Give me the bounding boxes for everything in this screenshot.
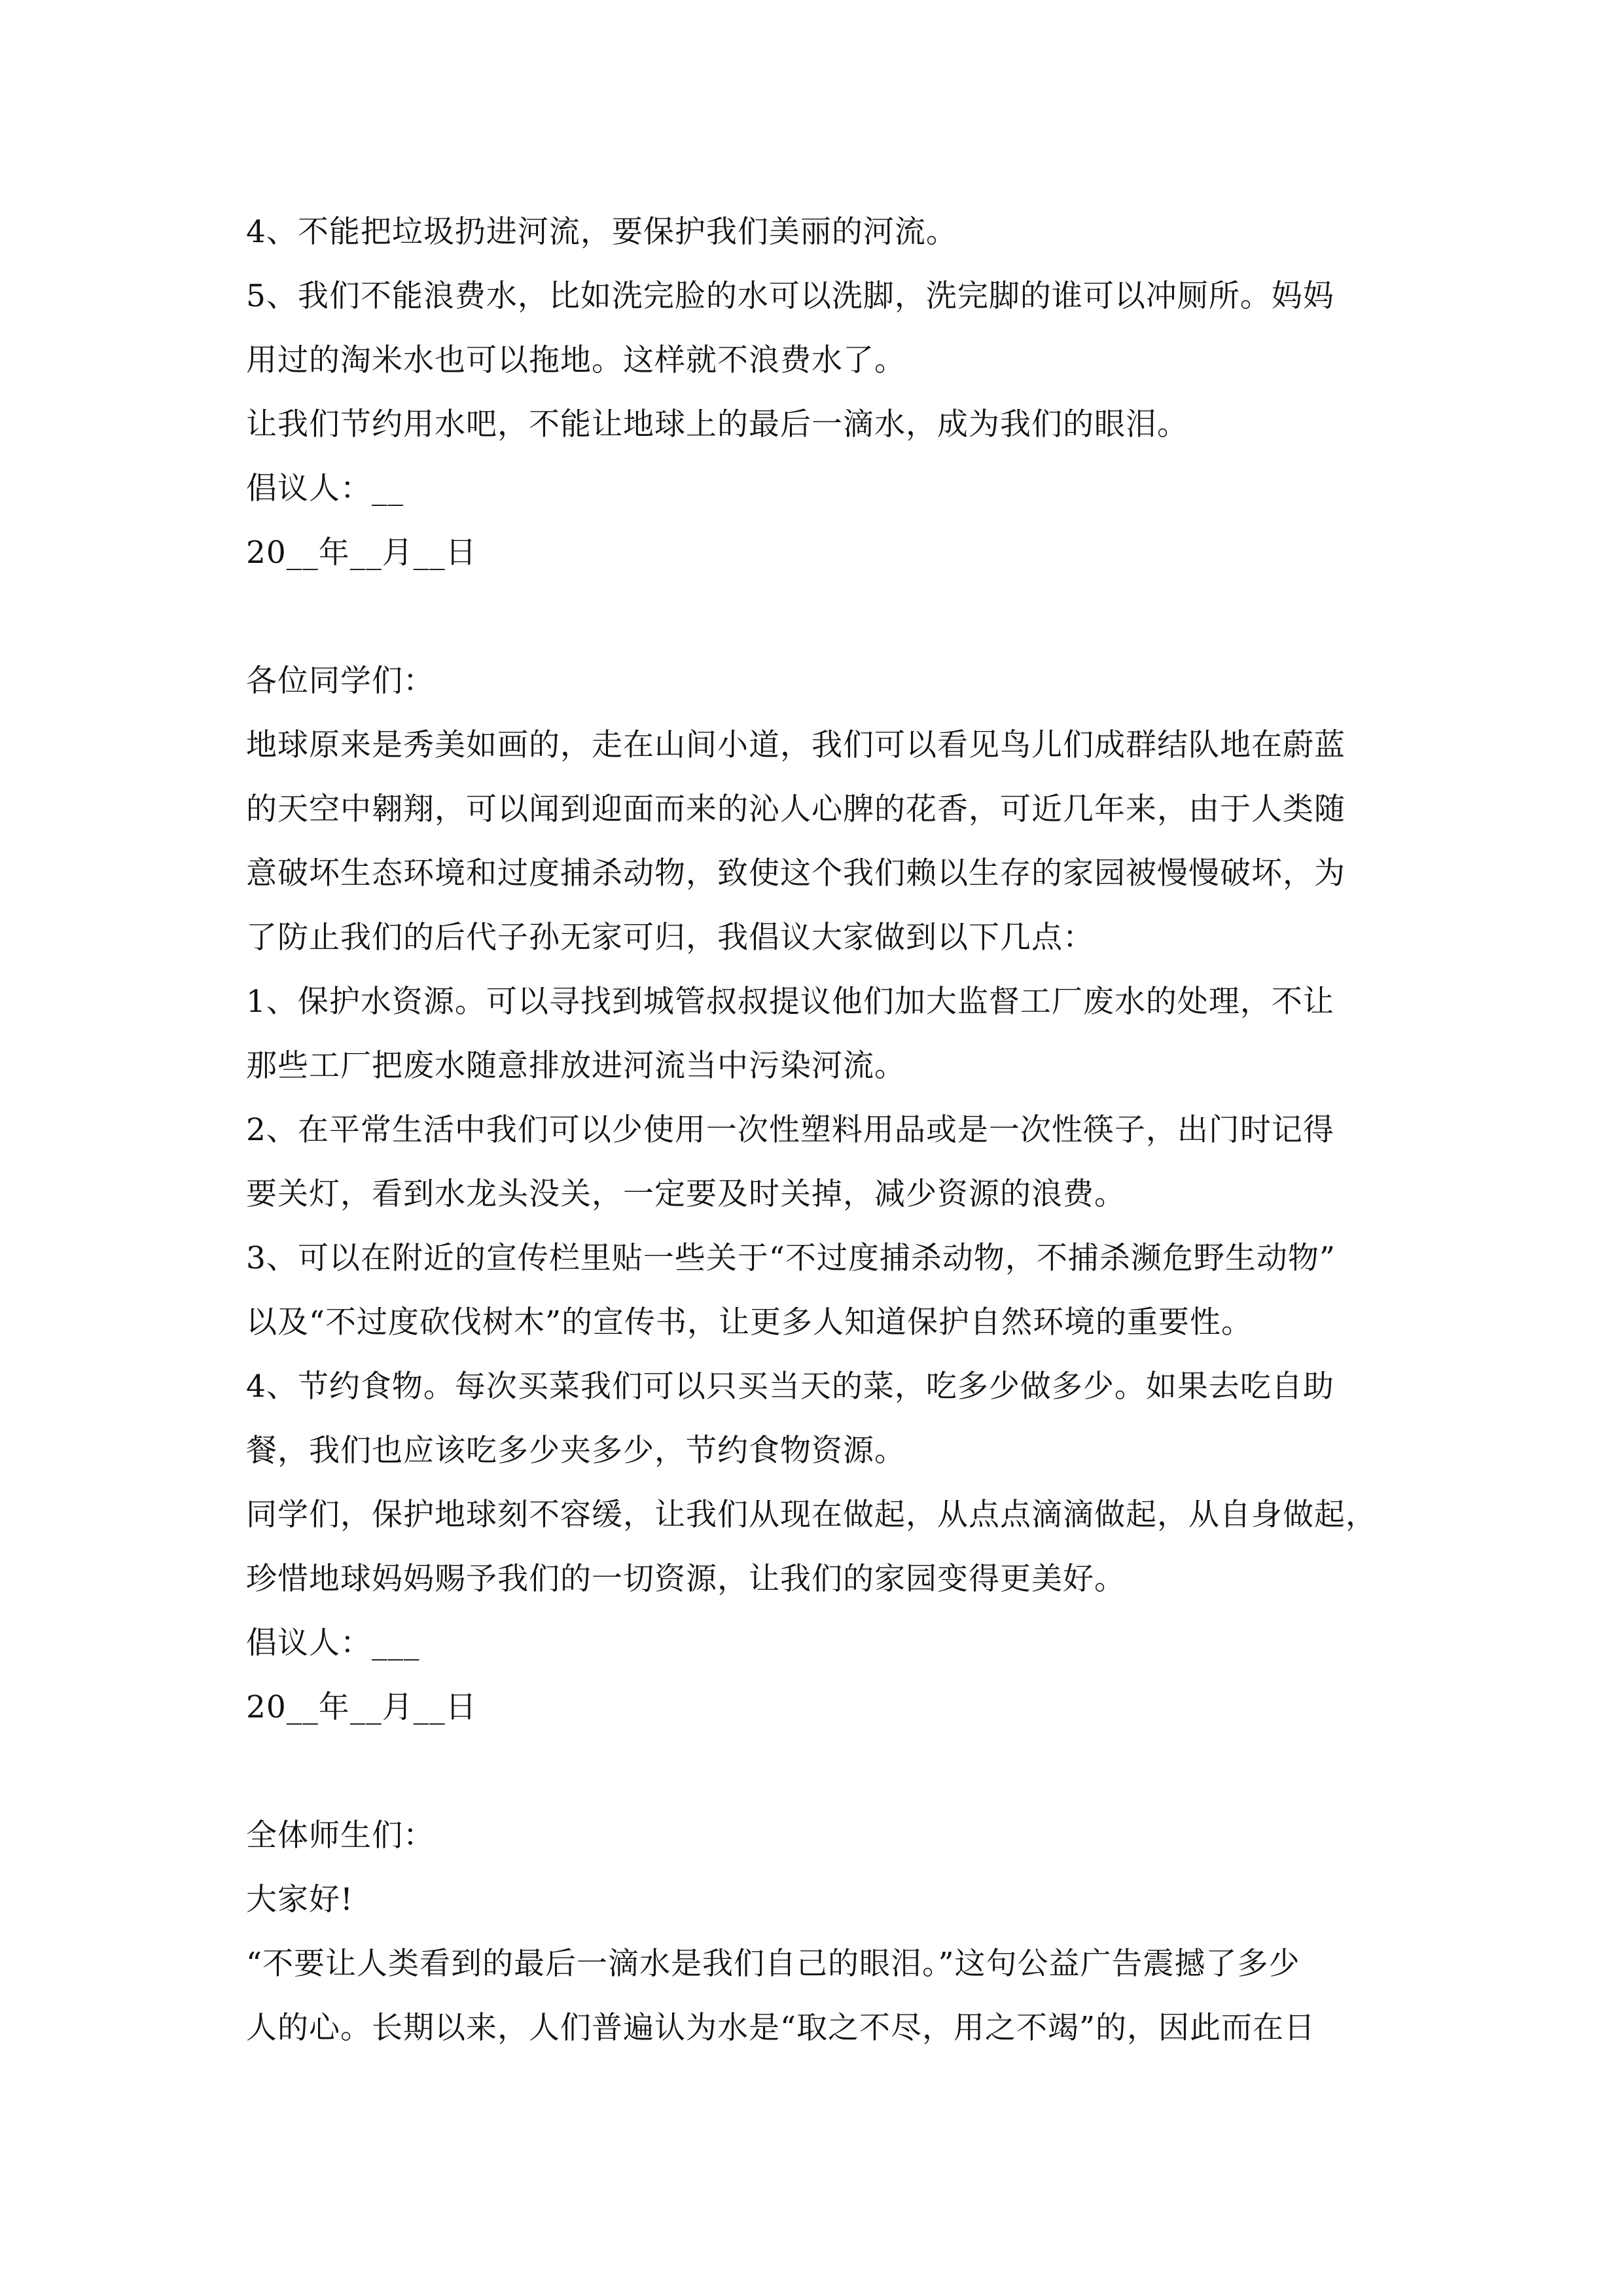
list-item: 5、我们不能浪费水，比如洗完脸的水可以洗脚，洗完脚的谁可以冲厕所。妈妈 (246, 278, 1334, 314)
paragraph-line: 人的心。长期以来，人们普遍认为水是“取之不尽，用之不竭”的，因此而在日 (246, 2010, 1316, 2046)
signer-line: 倡议人：___ (246, 1625, 420, 1661)
water-proposal-section (246, 200, 1385, 585)
section-spacer (246, 1740, 1385, 1804)
signer-line: 倡议人：__ (246, 471, 404, 507)
speech-section (246, 1804, 1385, 2060)
list-item: 3、可以在附近的宣传栏里贴一些关于“不过度捕杀动物，不捕杀濒危野生动物” (246, 1240, 1336, 1276)
list-item: 4、节约食物。每次买菜我们可以只买当天的菜，吃多少做多少。如果去吃自助 (246, 1369, 1334, 1405)
closing-paragraph: 珍惜地球妈妈赐予我们的一切资源，让我们的家园变得更美好。 (246, 1561, 1126, 1597)
list-item-continuation: 以及“不过度砍伐树木”的宣传书，让更多人知道保护自然环境的重要性。 (246, 1304, 1253, 1340)
paragraph-line: 意破坏生态环境和过度捕杀动物，致使这个我们赖以生存的家园被慢慢破坏，为 (246, 855, 1346, 891)
closing-paragraph: 同学们，保护地球刻不容缓，让我们从现在做起，从点点滴滴做起，从自身做起， (246, 1497, 1377, 1533)
list-item: 4、不能把垃圾扔进河流，要保护我们美丽的河流。 (246, 214, 957, 250)
list-item-continuation: 餐，我们也应该吃多少夹多少，节约食物资源。 (246, 1433, 906, 1469)
list-item-continuation: 要关灯，看到水龙头没关，一定要及时关掉，减少资源的浪费。 (246, 1176, 1126, 1212)
list-item: 2、在平常生活中我们可以少使用一次性塑料用品或是一次性筷子，出门时记得 (246, 1112, 1334, 1148)
list-item-continuation: 用过的淘米水也可以拖地。这样就不浪费水了。 (246, 342, 906, 378)
paragraph-line: 的天空中翱翔，可以闻到迎面而来的沁人心脾的花香，可近几年来，由于人类随 (246, 791, 1346, 827)
list-item-continuation: 那些工厂把废水随意排放进河流当中污染河流。 (246, 1048, 906, 1084)
paragraph-line: 地球原来是秀美如画的，走在山间小道，我们可以看见鸟儿们成群结队地在蔚蓝 (246, 727, 1346, 763)
list-item: 1、保护水资源。可以寻找到城管叔叔提议他们加大监督工厂废水的处理，不让 (246, 984, 1334, 1020)
section-spacer (246, 585, 1385, 649)
document-body (246, 200, 1385, 2060)
earth-proposal-section (246, 649, 1385, 1740)
salutation: 大家好! (246, 1882, 353, 1918)
date-line: 20__年__月__日 (246, 535, 477, 571)
greeting: 全体师生们： (246, 1818, 435, 1854)
greeting: 各位同学们： (246, 663, 435, 699)
paragraph-line: “不要让人类看到的最后一滴水是我们自己的眼泪。”这句公益广告震撼了多少 (246, 1946, 1300, 1982)
closing-paragraph: 让我们节约用水吧，不能让地球上的最后一滴水，成为我们的眼泪。 (246, 406, 1188, 442)
paragraph-line: 了防止我们的后代子孙无家可归，我倡议大家做到以下几点： (246, 920, 1094, 956)
date-line: 20__年__月__日 (246, 1689, 477, 1725)
